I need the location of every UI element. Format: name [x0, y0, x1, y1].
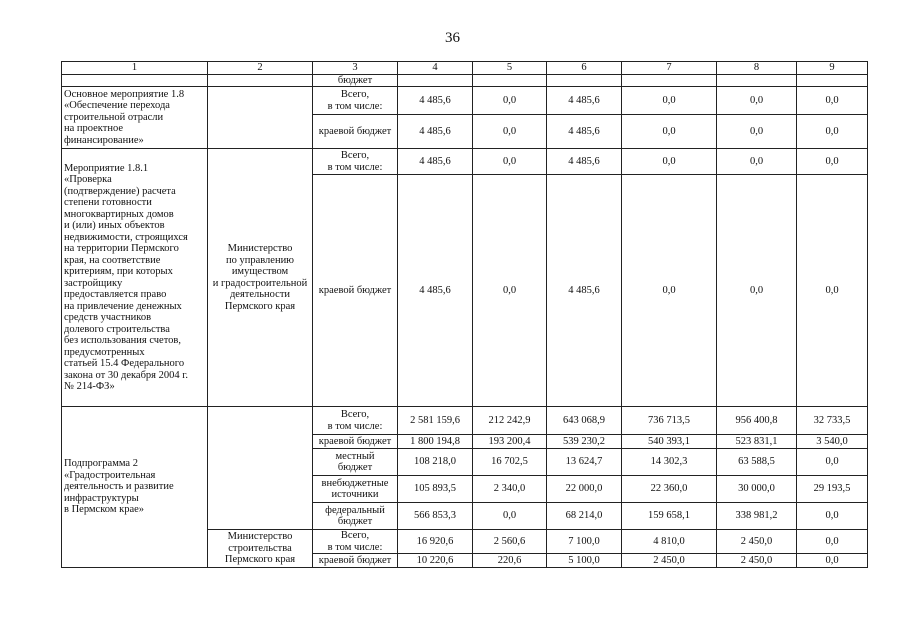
text-line: Министерство — [227, 243, 293, 254]
text-line: в том числе: — [327, 541, 383, 553]
table-row — [62, 149, 868, 175]
text-line: источники — [331, 489, 379, 500]
text-line: на проектное — [64, 123, 124, 135]
funding-source-cell — [313, 435, 398, 449]
text-line: закона от 30 декабря 2004 г. — [64, 369, 189, 381]
header-cell: 1 — [62, 62, 208, 75]
header-cell: 3 — [313, 62, 398, 75]
value-cell: 1 800 194,8 — [398, 435, 473, 449]
value-cell: 0,0 — [473, 149, 547, 175]
empty-cell — [473, 74, 547, 87]
value-cell: 0,0 — [717, 87, 797, 115]
value-cell: 523 831,1 — [717, 435, 797, 449]
program-name-cell — [62, 149, 208, 407]
value-cell: 4 810,0 — [622, 530, 717, 554]
text-line: в том числе: — [327, 420, 383, 432]
text-line: степени готовности — [64, 197, 152, 208]
text-line: № 214-ФЗ» — [64, 381, 115, 392]
text-line: на привлечение денежных — [64, 300, 182, 312]
value-cell: 22 000,0 — [547, 476, 622, 503]
value-cell: 29 193,5 — [797, 476, 868, 503]
value-cell: 0,0 — [622, 175, 717, 407]
text-line: «Обеспечение перехода — [64, 100, 170, 112]
funding-source-cell — [313, 407, 398, 435]
value-cell: 13 624,7 — [547, 449, 622, 476]
value-cell: 0,0 — [797, 115, 868, 149]
value-cell: 2 450,0 — [622, 554, 717, 568]
table-row — [62, 87, 868, 115]
value-cell: 220,6 — [473, 554, 547, 568]
text-line: на территории Пермского — [64, 243, 179, 254]
value-cell: 3 540,0 — [797, 435, 868, 449]
text-line: Всего, — [340, 530, 370, 541]
executor-cell — [208, 87, 313, 149]
text-line: инфраструктуры — [64, 492, 139, 504]
text-line: долевого строительства — [64, 323, 170, 335]
header-cell: 4 — [398, 62, 473, 75]
value-cell: 32 733,5 — [797, 407, 868, 435]
text-line: Министерство — [227, 531, 293, 543]
text-line: имуществом — [231, 266, 289, 277]
executor-cell — [208, 407, 313, 530]
text-line: «Проверка — [64, 174, 112, 185]
value-cell: 540 393,1 — [622, 435, 717, 449]
value-cell: 193 200,4 — [473, 435, 547, 449]
funding-source-cell — [313, 554, 398, 568]
value-cell: 0,0 — [473, 175, 547, 407]
header-cell: 8 — [717, 62, 797, 75]
value-cell: 643 068,9 — [547, 407, 622, 435]
empty-cell — [62, 74, 208, 87]
value-cell: 0,0 — [622, 115, 717, 149]
text-line: бюджет — [337, 516, 373, 527]
value-cell: 736 713,5 — [622, 407, 717, 435]
text-line: «Градостроительная — [64, 469, 156, 481]
text-line: Основное мероприятие 1.8 — [64, 88, 185, 100]
text-line: Мероприятие 1.8.1 — [64, 162, 149, 174]
text-line: по управлению — [225, 254, 295, 266]
text-line: предусмотренных — [64, 346, 145, 358]
text-line: недвижимости, строящихся — [64, 231, 188, 243]
value-cell: 159 658,1 — [622, 503, 717, 530]
value-cell: 22 360,0 — [622, 476, 717, 503]
value-cell: 4 485,6 — [398, 149, 473, 175]
budget-table — [61, 61, 868, 568]
text-line: Пермского края — [224, 554, 296, 566]
funding-source-cell — [313, 476, 398, 503]
table-row — [62, 407, 868, 435]
text-line: деятельность и развитие — [64, 481, 174, 493]
value-cell: 0,0 — [797, 149, 868, 175]
value-cell: 2 340,0 — [473, 476, 547, 503]
text-line: статьей 15.4 Федерального — [64, 358, 185, 369]
value-cell: 0,0 — [622, 149, 717, 175]
empty-cell — [208, 74, 313, 87]
text-line: строительства — [228, 542, 292, 554]
header-cell: 6 — [547, 62, 622, 75]
funding-source-cell — [313, 175, 398, 407]
funding-source-cell — [313, 503, 398, 530]
value-cell: 7 100,0 — [547, 530, 622, 554]
empty-cell — [797, 74, 868, 87]
empty-cell — [547, 74, 622, 87]
header-cell: 9 — [797, 62, 868, 75]
text-line: Всего, — [340, 150, 370, 161]
value-cell: 0,0 — [797, 530, 868, 554]
text-line: средств участников — [64, 312, 152, 323]
value-cell: 4 485,6 — [547, 87, 622, 115]
text-line: финансирование» — [64, 134, 144, 146]
value-cell: 956 400,8 — [717, 407, 797, 435]
text-line: в Пермском крае» — [64, 504, 145, 516]
empty-cell — [398, 74, 473, 87]
text-line: без использования счетов, — [64, 335, 181, 346]
value-cell: 16 920,6 — [398, 530, 473, 554]
text-line: строительной отрасли — [64, 111, 164, 123]
value-cell: 539 230,2 — [547, 435, 622, 449]
header-row — [62, 62, 868, 75]
text-line: многоквартирных домов — [64, 208, 174, 220]
text-line: Подпрограмма 2 — [64, 458, 138, 470]
value-cell: 5 100,0 — [547, 554, 622, 568]
executor-cell — [208, 530, 313, 568]
value-cell: 10 220,6 — [398, 554, 473, 568]
text-line: краевой бюджет — [318, 284, 392, 296]
value-cell: 0,0 — [797, 87, 868, 115]
text-line: федеральный — [325, 504, 385, 516]
text-line: краевой бюджет — [318, 554, 392, 566]
program-name-cell — [62, 87, 208, 149]
value-cell: 2 450,0 — [717, 554, 797, 568]
value-cell: 338 981,2 — [717, 503, 797, 530]
carry-label-cell: бюджет — [313, 74, 398, 87]
page-number: 36 — [445, 30, 460, 46]
value-cell: 0,0 — [622, 87, 717, 115]
value-cell: 0,0 — [797, 503, 868, 530]
text-line: Всего, — [340, 409, 370, 420]
text-line: Всего, — [340, 89, 370, 100]
value-cell: 2 450,0 — [717, 530, 797, 554]
value-cell: 4 485,6 — [398, 115, 473, 149]
text-line: внебюджетные — [321, 477, 389, 489]
text-line: застройщику — [64, 277, 123, 289]
funding-source-cell — [313, 87, 398, 115]
value-cell: 566 853,3 — [398, 503, 473, 530]
header-cell: 5 — [473, 62, 547, 75]
funding-source-cell — [313, 115, 398, 149]
text-line: в том числе: — [327, 161, 383, 173]
text-line: деятельности — [229, 289, 291, 300]
text-line: бюджет — [337, 462, 373, 473]
value-cell: 0,0 — [717, 175, 797, 407]
text-line: (подтверждение) расчета — [64, 185, 176, 197]
value-cell: 4 485,6 — [547, 149, 622, 175]
value-cell: 2 581 159,6 — [398, 407, 473, 435]
text-line: в том числе: — [327, 100, 383, 112]
value-cell: 2 560,6 — [473, 530, 547, 554]
value-cell: 63 588,5 — [717, 449, 797, 476]
text-line: края, на соответствие — [64, 254, 161, 266]
value-cell: 0,0 — [473, 503, 547, 530]
value-cell: 0,0 — [797, 175, 868, 407]
empty-cell — [622, 74, 717, 87]
value-cell: 16 702,5 — [473, 449, 547, 476]
value-cell: 105 893,5 — [398, 476, 473, 503]
text-line: и градостроительной — [212, 277, 308, 289]
value-cell: 68 214,0 — [547, 503, 622, 530]
value-cell: 4 485,6 — [547, 175, 622, 407]
value-cell: 4 485,6 — [398, 175, 473, 407]
value-cell: 0,0 — [717, 115, 797, 149]
funding-source-cell — [313, 149, 398, 175]
text-line: местный — [335, 450, 375, 462]
funding-source-cell — [313, 530, 398, 554]
value-cell: 30 000,0 — [717, 476, 797, 503]
empty-cell — [717, 74, 797, 87]
funding-source-cell — [313, 449, 398, 476]
program-name-cell — [62, 407, 208, 568]
text-line: и (или) иных объектов — [64, 220, 165, 231]
header-cell: 2 — [208, 62, 313, 75]
value-cell: 4 485,6 — [398, 87, 473, 115]
executor-cell — [208, 149, 313, 407]
value-cell: 108 218,0 — [398, 449, 473, 476]
value-cell: 0,0 — [473, 115, 547, 149]
value-cell: 212 242,9 — [473, 407, 547, 435]
value-cell: 0,0 — [717, 149, 797, 175]
value-cell: 14 302,3 — [622, 449, 717, 476]
text-line: критериям, при которых — [64, 266, 173, 277]
text-line: краевой бюджет — [318, 435, 392, 447]
text-line: Пермского края — [224, 300, 296, 312]
value-cell: 0,0 — [797, 449, 868, 476]
value-cell: 0,0 — [797, 554, 868, 568]
text-line: краевой бюджет — [318, 125, 392, 137]
text-line: предоставляется право — [64, 289, 167, 300]
carry-row — [62, 74, 868, 87]
value-cell: 4 485,6 — [547, 115, 622, 149]
header-cell: 7 — [622, 62, 717, 75]
value-cell: 0,0 — [473, 87, 547, 115]
